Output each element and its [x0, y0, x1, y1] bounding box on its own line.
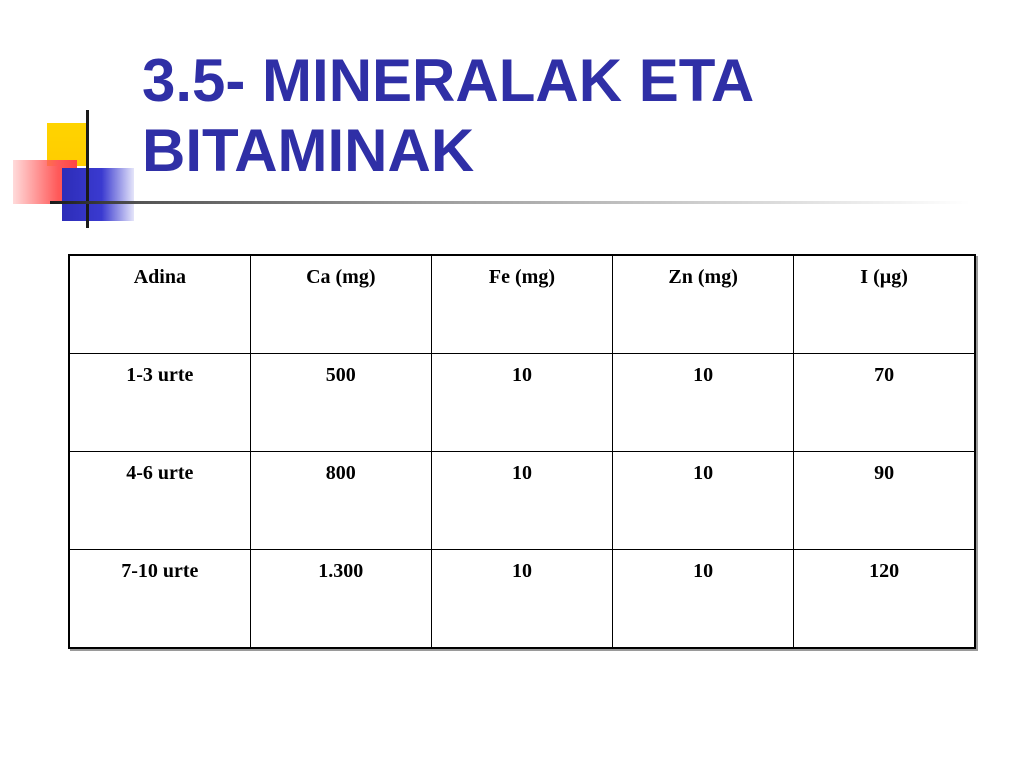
- header-cell-age: Adina: [69, 255, 250, 354]
- slide-title-line-2: BITAMINAK: [142, 117, 475, 184]
- blue-square-decoration: [62, 168, 134, 221]
- slide-title-line-1: 3.5- MINERALAK ETA: [142, 47, 755, 114]
- header-cell-calcium: Ca (mg): [250, 255, 431, 354]
- table-cell: 10: [613, 452, 794, 550]
- header-cell-zinc: Zn (mg): [613, 255, 794, 354]
- table-header-row: [69, 255, 975, 354]
- title-underline-rule: [50, 201, 970, 204]
- table-cell: 10: [613, 550, 794, 649]
- table-row: [69, 452, 975, 550]
- table-cell: 10: [613, 354, 794, 452]
- table-cell: 1.300: [250, 550, 431, 649]
- table-cell: 10: [431, 550, 612, 649]
- table-cell: 10: [431, 452, 612, 550]
- table-cell: 1-3 urte: [69, 354, 250, 452]
- table-cell: 500: [250, 354, 431, 452]
- table-row: [69, 550, 975, 649]
- header-cell-iron: Fe (mg): [431, 255, 612, 354]
- table-cell: 800: [250, 452, 431, 550]
- minerals-table: [68, 254, 976, 649]
- slide-title: [142, 46, 754, 186]
- table-cell: 70: [794, 354, 975, 452]
- table-cell: 120: [794, 550, 975, 649]
- header-cell-iodine: I (µg): [794, 255, 975, 354]
- vertical-rule: [86, 110, 89, 228]
- table-row: [69, 354, 975, 452]
- table-cell: 4-6 urte: [69, 452, 250, 550]
- table-cell: 7-10 urte: [69, 550, 250, 649]
- table-cell: 90: [794, 452, 975, 550]
- table-cell: 10: [431, 354, 612, 452]
